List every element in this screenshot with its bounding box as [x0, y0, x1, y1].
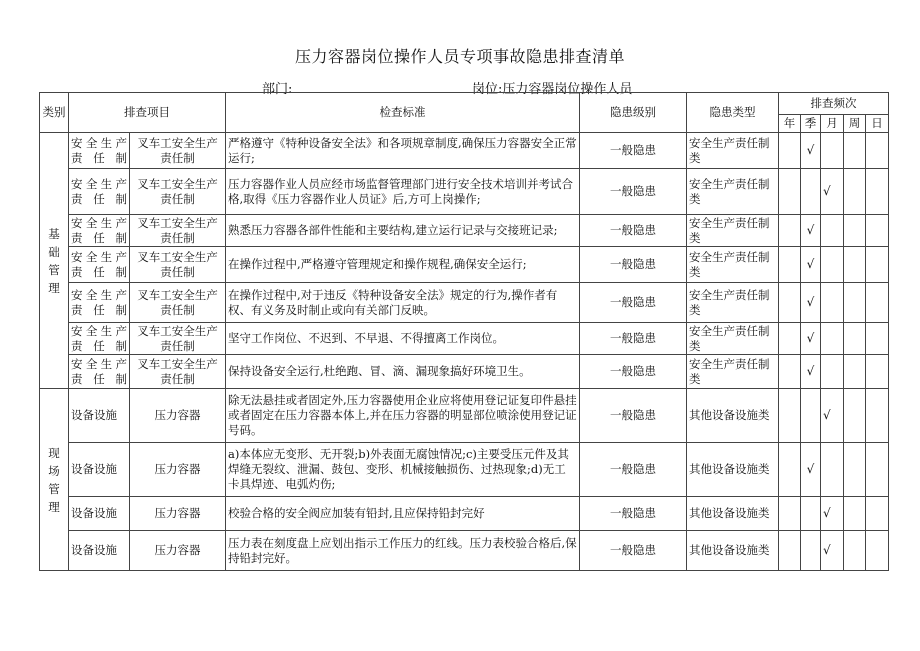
freq-day-cell — [866, 247, 889, 283]
type-cell: 安全生产责任制类 — [687, 215, 779, 247]
type-cell: 安全生产责任制类 — [687, 169, 779, 215]
standard-cell: 在操作过程中,严格遵守管理规定和操作规程,确保安全运行; — [226, 247, 580, 283]
type-cell: 其他设备设施类 — [687, 389, 779, 443]
category-cell — [40, 389, 69, 571]
post-label: 岗位:压力容器岗位操作人员 — [472, 82, 633, 97]
department-label: 部门: — [262, 82, 293, 97]
freq-month-cell — [821, 355, 844, 389]
checklist-body — [40, 133, 889, 571]
standard-cell: 熟悉压力容器各部件性能和主要结构,建立运行记录与交接班记录; — [226, 215, 580, 247]
category-char: 基 — [48, 226, 60, 241]
standard-cell: 在操作过程中,对于违反《特种设备安全法》规定的行为,操作者有权、有义务及时制止或向有关部门反映。 — [226, 283, 580, 323]
freq-week-cell — [844, 355, 866, 389]
freq-day-cell — [866, 283, 889, 323]
freq-day-cell — [866, 215, 889, 247]
freq-year-cell — [779, 389, 801, 443]
item-primary-cell: 安全生产责任制 — [69, 215, 130, 247]
standard-cell: 除无法悬挂或者固定外,压力容器使用企业应将使用登记证复印件悬挂或者固定在压力容器本体上,并在压力容器的明显部位喷涂使用登记证号码。 — [226, 389, 580, 443]
standard-cell: 压力容器作业人员应经市场监督管理部门进行安全技术培训并考试合格,取得《压力容器作业人员证》后,方可上岗操作; — [226, 169, 580, 215]
category-char: 管 — [48, 481, 60, 496]
type-cell: 其他设备设施类 — [687, 443, 779, 497]
freq-day-cell — [866, 443, 889, 497]
freq-year-cell — [779, 215, 801, 247]
type-cell: 安全生产责任制类 — [687, 355, 779, 389]
header-season: 季 — [801, 115, 821, 133]
header-week: 周 — [844, 115, 866, 133]
standard-cell: 校验合格的安全阀应加装有铅封,且应保持铅封完好 — [226, 497, 580, 531]
table-row — [40, 133, 889, 169]
freq-day-cell — [866, 323, 889, 355]
level-cell: 一般隐患 — [580, 443, 687, 497]
type-cell: 其他设备设施类 — [687, 531, 779, 571]
header-year: 年 — [779, 115, 801, 133]
document-title: 压力容器岗位操作人员专项事故隐患排查清单 — [294, 47, 625, 66]
level-cell: 一般隐患 — [580, 497, 687, 531]
item-secondary-cell: 压力容器 — [130, 443, 226, 497]
freq-day-cell — [866, 133, 889, 169]
header-month: 月 — [821, 115, 844, 133]
item-primary-cell: 设备设施 — [69, 443, 130, 497]
header-item: 排查项目 — [69, 93, 226, 133]
table-row — [40, 531, 889, 571]
table-row — [40, 247, 889, 283]
item-secondary-cell: 叉车工安全生产责任制 — [130, 169, 226, 215]
level-cell: 一般隐患 — [580, 283, 687, 323]
level-cell: 一般隐患 — [580, 531, 687, 571]
item-secondary-cell: 压力容器 — [130, 531, 226, 571]
item-primary-cell: 安全生产责任制 — [69, 247, 130, 283]
freq-season-cell — [801, 169, 821, 215]
item-secondary-cell: 叉车工安全生产责任制 — [130, 323, 226, 355]
item-primary-cell: 安全生产责任制 — [69, 133, 130, 169]
freq-week-cell — [844, 169, 866, 215]
standard-cell: 严格遵守《特种设备安全法》和各项规章制度,确保压力容器安全正常运行; — [226, 133, 580, 169]
item-primary-cell: 设备设施 — [69, 497, 130, 531]
freq-month-cell: √ — [821, 531, 844, 571]
item-secondary-cell: 叉车工安全生产责任制 — [130, 133, 226, 169]
freq-year-cell — [779, 169, 801, 215]
freq-season-cell: √ — [801, 133, 821, 169]
freq-week-cell — [844, 531, 866, 571]
item-primary-cell: 设备设施 — [69, 531, 130, 571]
freq-year-cell — [779, 531, 801, 571]
table-row — [40, 389, 889, 443]
hazard-checklist-table — [39, 92, 889, 571]
header-day: 日 — [866, 115, 889, 133]
freq-season-cell: √ — [801, 283, 821, 323]
table-row — [40, 215, 889, 247]
freq-day-cell — [866, 355, 889, 389]
standard-cell: 压力表在刻度盘上应划出指示工作压力的红线。压力表校验合格后,保持铅封完好。 — [226, 531, 580, 571]
header-level: 隐患级别 — [580, 93, 687, 133]
freq-season-cell: √ — [801, 215, 821, 247]
freq-season-cell: √ — [801, 443, 821, 497]
freq-week-cell — [844, 443, 866, 497]
header-frequency: 排查频次 — [779, 93, 889, 115]
freq-year-cell — [779, 355, 801, 389]
level-cell: 一般隐患 — [580, 133, 687, 169]
freq-year-cell — [779, 283, 801, 323]
item-secondary-cell: 叉车工安全生产责任制 — [130, 355, 226, 389]
freq-month-cell: √ — [821, 497, 844, 531]
item-secondary-cell: 叉车工安全生产责任制 — [130, 283, 226, 323]
freq-day-cell — [866, 531, 889, 571]
freq-week-cell — [844, 215, 866, 247]
freq-month-cell — [821, 247, 844, 283]
freq-month-cell: √ — [821, 389, 844, 443]
type-cell: 其他设备设施类 — [687, 497, 779, 531]
freq-month-cell — [821, 133, 844, 169]
header-type: 隐患类型 — [687, 93, 779, 133]
freq-week-cell — [844, 283, 866, 323]
freq-month-cell: √ — [821, 169, 844, 215]
item-primary-cell: 安全生产责任制 — [69, 355, 130, 389]
level-cell: 一般隐患 — [580, 247, 687, 283]
freq-week-cell — [844, 247, 866, 283]
category-char: 场 — [48, 463, 60, 478]
category-char: 理 — [48, 499, 60, 514]
freq-month-cell — [821, 283, 844, 323]
freq-season-cell: √ — [801, 355, 821, 389]
level-cell: 一般隐患 — [580, 215, 687, 247]
type-cell: 安全生产责任制类 — [687, 323, 779, 355]
standard-cell: 坚守工作岗位、不迟到、不早退、不得擅离工作岗位。 — [226, 323, 580, 355]
freq-season-cell — [801, 497, 821, 531]
category-char: 现 — [48, 445, 60, 460]
standard-cell: a)本体应无变形、无开裂;b)外表面无腐蚀情况;c)主要受压元件及其焊缝无裂纹、泄漏、鼓包、变形、机械接触损伤、过热现象;d)无工卡具焊迹、电弧灼伤; — [226, 443, 580, 497]
freq-season-cell: √ — [801, 247, 821, 283]
freq-season-cell — [801, 389, 821, 443]
item-secondary-cell: 压力容器 — [130, 389, 226, 443]
freq-year-cell — [779, 323, 801, 355]
freq-month-cell — [821, 215, 844, 247]
item-primary-cell: 安全生产责任制 — [69, 323, 130, 355]
freq-year-cell — [779, 133, 801, 169]
freq-year-cell — [779, 247, 801, 283]
freq-week-cell — [844, 389, 866, 443]
table-row — [40, 443, 889, 497]
freq-day-cell — [866, 169, 889, 215]
category-char: 理 — [48, 280, 60, 295]
freq-month-cell — [821, 323, 844, 355]
freq-week-cell — [844, 133, 866, 169]
freq-day-cell — [866, 497, 889, 531]
standard-cell: 保持设备安全运行,杜绝跑、冒、滴、漏现象搞好环境卫生。 — [226, 355, 580, 389]
freq-month-cell — [821, 443, 844, 497]
item-primary-cell: 安全生产责任制 — [69, 169, 130, 215]
level-cell: 一般隐患 — [580, 355, 687, 389]
header-category: 类别 — [40, 93, 69, 133]
item-secondary-cell: 压力容器 — [130, 497, 226, 531]
item-primary-cell: 设备设施 — [69, 389, 130, 443]
freq-day-cell — [866, 389, 889, 443]
level-cell: 一般隐患 — [580, 389, 687, 443]
item-secondary-cell: 叉车工安全生产责任制 — [130, 215, 226, 247]
type-cell: 安全生产责任制类 — [687, 247, 779, 283]
level-cell: 一般隐患 — [580, 323, 687, 355]
table-row — [40, 323, 889, 355]
freq-week-cell — [844, 497, 866, 531]
category-char: 础 — [48, 244, 60, 259]
freq-year-cell — [779, 497, 801, 531]
category-cell — [40, 133, 69, 389]
category-char: 管 — [48, 262, 60, 277]
table-row — [40, 355, 889, 389]
table-row — [40, 497, 889, 531]
item-primary-cell: 安全生产责任制 — [69, 283, 130, 323]
freq-season-cell: √ — [801, 323, 821, 355]
item-secondary-cell: 叉车工安全生产责任制 — [130, 247, 226, 283]
type-cell: 安全生产责任制类 — [687, 283, 779, 323]
level-cell: 一般隐患 — [580, 169, 687, 215]
freq-year-cell — [779, 443, 801, 497]
freq-week-cell — [844, 323, 866, 355]
table-row — [40, 283, 889, 323]
table-row — [40, 169, 889, 215]
freq-season-cell — [801, 531, 821, 571]
type-cell: 安全生产责任制类 — [687, 133, 779, 169]
header-standard: 检查标准 — [226, 93, 580, 133]
